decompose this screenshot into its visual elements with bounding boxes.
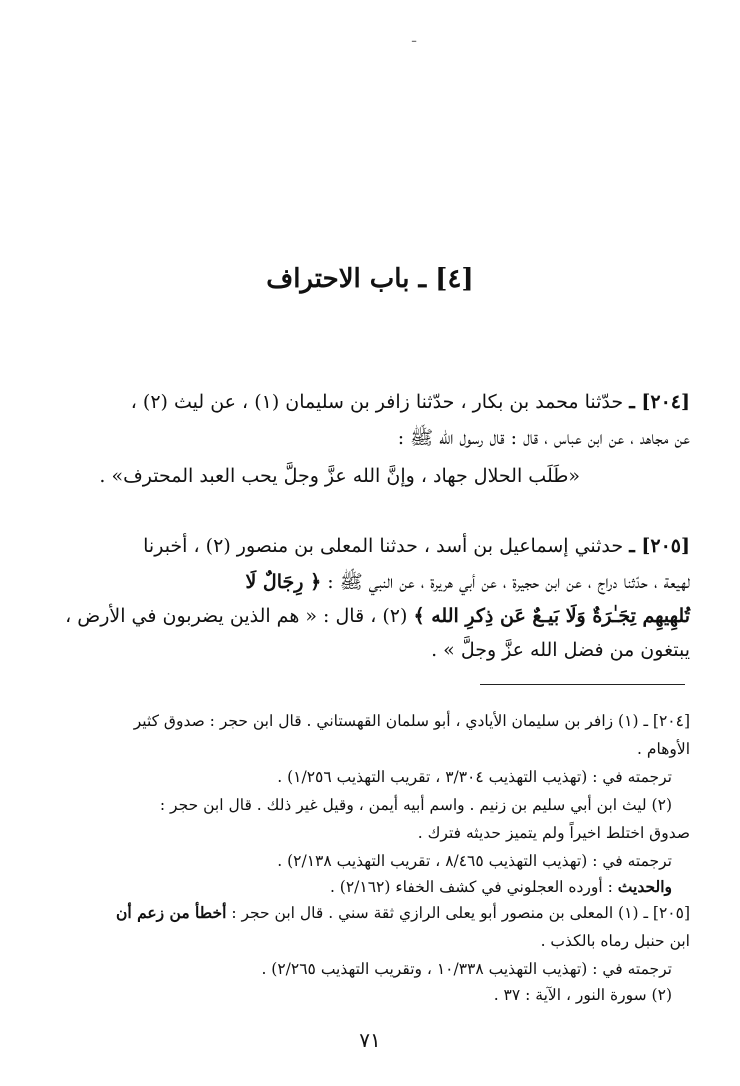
quran-verse-start: ﴿ رِجَالٌ لَا xyxy=(245,571,322,593)
hadith-205-line-4: يبتغون من فضل الله عزَّ وجلَّ » . xyxy=(431,639,690,661)
page-number: ٧١ xyxy=(359,1028,381,1052)
hadith-205-text-3: (٢) ، قال : « هم الذين يضربون في الأرض ، xyxy=(65,605,408,627)
footnote-hadith-label: والحديث xyxy=(617,877,672,896)
footnote-204-2: (٢) ليث ابن أبي سليم بن زنيم . واسم أبيه أيمن ، وقيل غير ذلك . قال ابن حجر : xyxy=(159,796,672,814)
footnote-205-1-text: (١) المعلى بن منصور أبو يعلى الرازي ثقة سني . قال ابن حجر : xyxy=(231,904,639,922)
footnote-204-1-text: (١) زافر بن سليمان الأيادي ، أبو سلمان القهستاني . قال ابن حجر : صدوق كثير xyxy=(133,712,639,730)
footnote-204-1-cont: الأوهام . xyxy=(637,740,690,758)
footnote-205-1-bold: أخطأ من زعم أن xyxy=(116,903,227,922)
footnote-204-2-cont: صدوق اختلط اخيراً ولم يتميز حديثه فترك . xyxy=(417,824,690,842)
top-mark: ـ xyxy=(412,30,417,46)
hadith-204-number: [٢٠٤] ـ xyxy=(629,391,690,413)
footnote-205-1 xyxy=(116,898,690,928)
hadith-204-text-1: حدّثنا محمد بن بكار ، حدّثنا زافر بن سليمان (١) ، عن ليث (٢) ، xyxy=(130,391,624,413)
hadith-205-line-3 xyxy=(65,598,690,634)
hadith-205-text-2a: لهيعة ، حدّثنا دراج ، عن ابن حجيرة ، عن أبي هريرة ، عن النبي ﷺ : xyxy=(327,571,690,593)
footnote-204-1-ref: ترجمته في : (تهذيب التهذيب ٣/٣٠٤ ، تقريب التهذيب ١/٢٥٦) . xyxy=(277,768,672,786)
hadith-205-number: [٢٠٥] ـ xyxy=(629,535,690,557)
hadith-204-line-2: عن مجاهد ، عن ابن عباس ، قال : قال رسول الله ﷺ : xyxy=(397,427,690,449)
footnote-hadith-text: : أورده العجلوني في كشف الخفاء (٢/١٦٢) . xyxy=(329,878,613,896)
hadith-205-text-1: حدثني إسماعيل بن أسد ، حدثنا المعلى بن منصور (٢) ، أخبرنا xyxy=(143,535,624,557)
footnote-205-number: [٢٠٥] ـ xyxy=(643,904,690,922)
footnote-205-2: (٢) سورة النور ، الآية : ٣٧ . xyxy=(493,986,672,1004)
quran-verse-end: تُلهِيهِم تِجَـٰرَةٌ وَلَا بَيـعٌ عَن ذِكرِ الله ﴾ xyxy=(413,605,690,627)
footnote-divider xyxy=(480,684,685,685)
footnote-204-number: [٢٠٤] ـ xyxy=(643,712,690,730)
hadith-204-line-3: «طَلَب الحلال جهاد ، وإنَّ الله عزَّ وجلَّ يحب العبد المحترف» . xyxy=(99,465,580,487)
footnote-205-1-cont: ابن حنبل رماه بالكذب . xyxy=(540,932,690,950)
footnote-204-2-ref: ترجمته في : (تهذيب التهذيب ٨/٤٦٥ ، تقريب التهذيب ٢/١٣٨) . xyxy=(277,852,672,870)
footnote-205-1-ref: ترجمته في : (تهذيب التهذيب ١٠/٣٣٨ ، وتقريب التهذيب ٢/٢٦٥) . xyxy=(261,960,672,978)
hadith-205-line-1 xyxy=(143,528,690,564)
footnote-204-1 xyxy=(134,706,690,736)
hadith-204-line-1 xyxy=(131,384,690,420)
hadith-205-line-2 xyxy=(245,564,690,600)
chapter-title: [٤] ـ باب الاحتراف xyxy=(266,264,474,294)
